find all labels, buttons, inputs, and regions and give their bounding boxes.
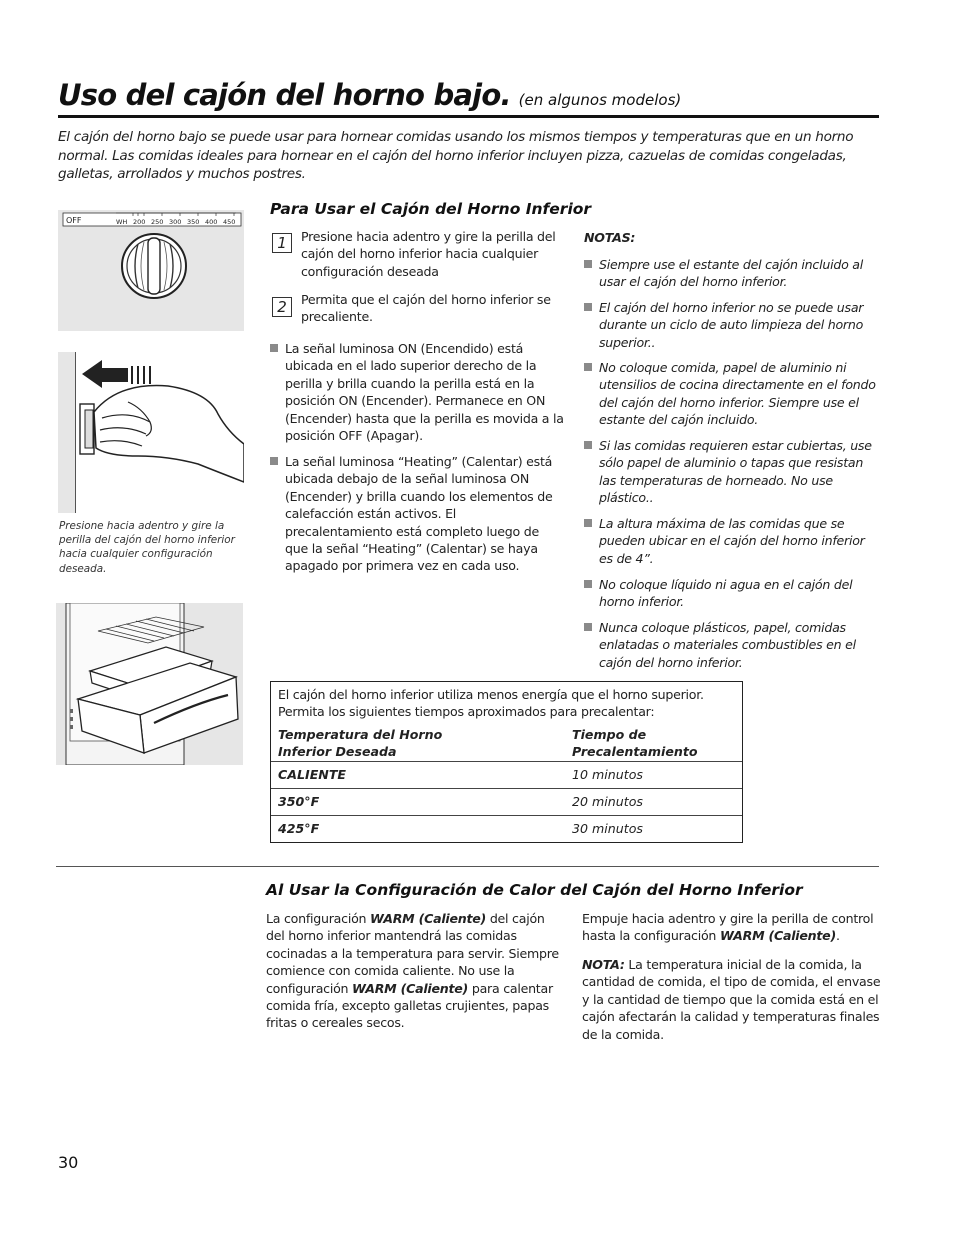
warm-keyword: WARM (Caliente) (352, 980, 469, 996)
dial-illustration (58, 210, 244, 331)
bullet-square-icon (584, 623, 592, 631)
figure-caption: Presione hacia adentro y gire la perilla del cajón del horno inferior hacia cualquier configuración deseada. (59, 520, 235, 575)
column-header-time: Tiempo de Precalentamiento (572, 726, 698, 760)
dial-knob-grip (148, 238, 160, 294)
warm-paragraph-1 (266, 910, 566, 1032)
note-item (584, 359, 876, 429)
warm-p2-text: . (835, 928, 840, 944)
note-item-text: El cajón del horno inferior no se puede usar durante un ciclo de auto limpieza del horno superior.. (599, 300, 864, 350)
warm-p1-text: del cajón del horno inferior mantendrá las comidas cocinadas a la temperatura para servir. Siempre comience con comida caliente. No use la configuración (266, 911, 559, 996)
bullet-square-icon (584, 260, 592, 268)
note-item (584, 515, 876, 567)
list-item (270, 340, 564, 444)
warm-p1-text: para calentar comida fría, excepto galletas crujientes, papas fritas o cereales secos. (266, 980, 553, 1031)
step-text: Presione hacia adentro y gire la perilla del cajón del horno inferior hacia cualquier configuración deseada (301, 229, 556, 279)
title-rule (58, 115, 879, 118)
note-item-text: Siempre use el estante del cajón incluido al usar el cajón del horno inferior. (599, 257, 863, 290)
table-cell-temperature: 350°F (278, 793, 320, 809)
note-item-text: La altura máxima de las comidas que se pueden ubicar en el cajón del horno inferior es de 4”. (599, 516, 865, 566)
dial-scale-label: 350 (187, 218, 200, 226)
dial-scale-label: 250 (151, 218, 164, 226)
note-item-text: No coloque líquido ni agua en el cajón del horno inferior. (599, 577, 853, 610)
bullet-square-icon (584, 519, 592, 527)
using-heading: Para Usar el Cajón del Horno Inferior (270, 200, 592, 218)
note-item (584, 619, 876, 671)
table-cell-temperature: CALIENTE (278, 766, 347, 782)
warm-p2-text: Empuje hacia adentro y gire la perilla de control hasta la configuración (582, 911, 874, 944)
dial-figure (58, 210, 244, 331)
note-item (584, 256, 876, 291)
list-item-text: La señal luminosa ON (Encendido) está ubicada en el lado superior derecho de la perilla y brilla cuando la perilla está en la posición ON (Encender). Permanece en ON (Encender) hasta que la perilla es movida a la posición OFF (Apagar). (285, 341, 564, 444)
page-number: 30 (58, 1153, 79, 1172)
note-item-text: No coloque comida, papel de aluminio ni utensilios de cocina directamente en el fondo del cajón del horno inferior. Siempre use el estante del cajón incluido. (599, 360, 876, 428)
note-item-text: Si las comidas requieren estar cubiertas, use sólo papel de aluminio o tapas que resistan las temperaturas de horneado. No use plástico.. (599, 438, 872, 506)
bullet-square-icon (584, 363, 592, 371)
page-subtitle: (en algunos modelos) (518, 91, 682, 109)
warming-drawer-illustration (56, 603, 243, 765)
warm-paragraph-2 (582, 910, 882, 945)
note-item (584, 299, 876, 351)
warm-keyword: WARM (Caliente) (370, 911, 487, 926)
warm-p1-text: La configuración (266, 911, 367, 926)
step-text: Permita que el cajón del horno inferior se precaliente. (301, 292, 551, 325)
warm-heading: Al Usar la Configuración de Calor del Cajón del Horno Inferior (266, 881, 803, 899)
warm-note (582, 956, 882, 1043)
warm-note-label: NOTA: (582, 957, 625, 972)
warm-note-text: La temperatura inicial de la comida, la cantidad de comida, el tipo de comida, el envase y la cantidad de tiempo que la comida está en el cajón afectarán la calidad y temperaturas finales de la comida. (582, 957, 881, 1042)
table-cell-time: 20 minutos (572, 793, 643, 809)
table-row (271, 788, 742, 815)
section-divider (56, 866, 879, 867)
dial-scale-label: 300 (169, 218, 182, 226)
bullet-square-icon (584, 441, 592, 449)
dial-scale-label: 450 (223, 218, 236, 226)
table-row (271, 815, 742, 842)
drawer-figure (56, 603, 243, 765)
step-number: 2 (272, 297, 292, 317)
bullet-square-icon (270, 344, 278, 352)
note-item-text: Nunca coloque plásticos, papel, comidas enlatadas o materiales combustibles en el cajón del horno inferior. (599, 620, 856, 670)
list-item-text: La señal luminosa “Heating” (Calentar) está ubicada debajo de la señal luminosa ON (Encender) y brilla cuando los elementos de calefacción están activos. El precalentamiento está completo luego de que la señal “Heating” (Calentar) se haya apagado por primera vez en cada uso. (285, 454, 553, 574)
page-title-text: Uso del cajón del horno bajo. (58, 78, 511, 112)
hand-pushing-knob-illustration (58, 352, 244, 513)
list-item (270, 453, 564, 575)
warm-keyword: WARM (Caliente) (719, 928, 836, 944)
page-title (58, 78, 681, 112)
dial-scale-label: WH (116, 218, 128, 226)
table-cell-time: 30 minutos (572, 820, 643, 836)
dial-off-label: OFF (66, 216, 82, 225)
dial-scale-label: 200 (133, 218, 146, 226)
bullet-square-icon (270, 457, 278, 465)
table-row (271, 761, 742, 788)
column-header-temperature: Temperatura del Horno Inferior Deseada (278, 726, 443, 760)
preheat-intro: El cajón del horno inferior utiliza menos energía que el horno superior. Permita los siguientes tiempos aproximados para precalentar: (278, 687, 704, 720)
bullet-square-icon (584, 580, 592, 588)
note-item (584, 437, 876, 507)
dial-scale-label: 400 (205, 218, 218, 226)
notes-label: NOTAS: (584, 230, 636, 245)
table-cell-time: 10 minutos (572, 766, 643, 782)
table-cell-temperature: 425°F (278, 820, 320, 836)
hand-figure (58, 352, 244, 513)
preheat-table (270, 681, 743, 843)
bullet-square-icon (584, 303, 592, 311)
step-number: 1 (272, 233, 292, 253)
preheat-table-header (271, 725, 742, 761)
note-item (584, 576, 876, 611)
intro-paragraph: El cajón del horno bajo se puede usar para hornear comidas usando los mismos tiempos y temperaturas que en un horno normal. Las comidas ideales para hornear en el cajón del horno inferior incluyen pizza, cazuelas de comidas congeladas, galletas, arrollados y muchos postres. (58, 129, 854, 183)
